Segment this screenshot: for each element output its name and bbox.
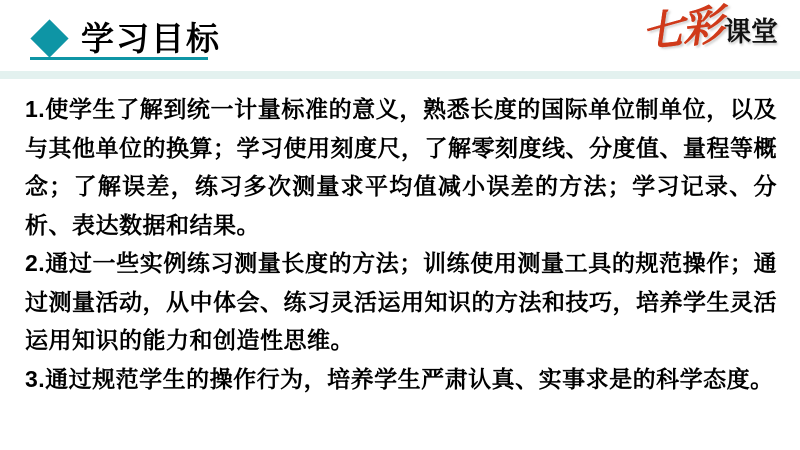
title-underline bbox=[30, 57, 208, 60]
brand-logo-red-text: 七彩 bbox=[639, 0, 725, 57]
objective-item-3: 3.通过规范学生的操作行为，培养学生严肃认真、实事求是的科学态度。 bbox=[25, 365, 774, 392]
objective-item-1: 1.使学生了解到统一计量标准的意义，熟悉长度的国际单位制单位，以及与其他单位的换算；学习使用刻度尺，了解零刻度线、分度值、量程等概念；了解误差，练习多次测量求平均值减小误差的方法；学习记录、分析、表达数据和结果。 bbox=[25, 96, 777, 238]
slide-header bbox=[30, 16, 221, 60]
objective-item-2: 2.通过一些实例练习测量长度的方法；训练使用测量工具的规范操作；通过测量活动，从中体会、练习灵活运用知识的方法和技巧，培养学生灵活运用知识的能力和创造性思维。 bbox=[25, 250, 777, 353]
diamond-icon bbox=[30, 19, 68, 57]
brand-logo bbox=[639, 0, 778, 57]
header-divider-band bbox=[0, 71, 800, 79]
page-title: 学习目标 bbox=[81, 19, 221, 57]
objectives-list bbox=[25, 90, 777, 398]
brand-logo-black-text: 课堂 bbox=[724, 16, 778, 47]
